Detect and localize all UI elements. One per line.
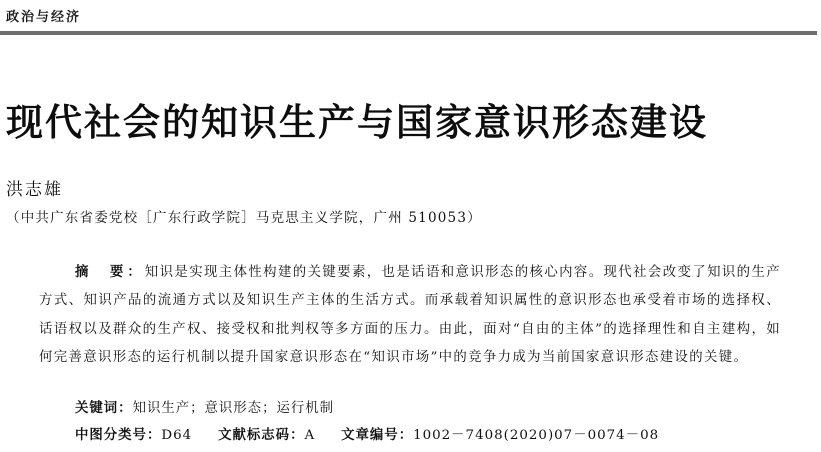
keywords-label: 关键词： [75, 401, 133, 416]
article-number-value: 1002－7408(2020)07－0074－08 [413, 428, 660, 443]
abstract-text: 知识是实现主体性构建的关键要素，也是话语和意识形态的核心内容。现代社会改变了知识的生产方式、知识产品的流通方式以及知识生产主体的生活方式。而承载着知识属性的意识形态也承受着市场的选择权、话语权以及群众的生产权、接受权和批判权等多方面的压力。由此，面对“自由的主体”的选择理性和自主建构，如何完善意识形态的运行机制以提升国家意识形态在“知识市场”中的竞争力成为当前国家意识形态建设的关键。 [39, 265, 782, 366]
abstract-paragraph [39, 259, 781, 373]
header-divider [0, 31, 817, 35]
clc-label: 中图分类号： [75, 428, 162, 443]
abstract-label: 摘 要： [75, 265, 145, 280]
author-affiliation: （中共广东省委党校［广东行政学院］马克思主义学院，广州 510053） [6, 210, 482, 226]
keywords-text: 知识生产；意识形态；运行机制 [132, 401, 335, 416]
clc-value: D64 [161, 428, 193, 443]
doc-code-value: A [304, 428, 316, 443]
article-number-label: 文章编号： [341, 428, 414, 443]
keywords-line [75, 397, 334, 416]
journal-section-header: 政治与经济 [6, 10, 82, 25]
classification-line [75, 424, 659, 443]
author-name: 洪志雄 [6, 180, 63, 200]
article-title: 现代社会的知识生产与国家意识形态建设 [6, 101, 708, 144]
doc-code-label: 文献标志码： [218, 428, 305, 443]
